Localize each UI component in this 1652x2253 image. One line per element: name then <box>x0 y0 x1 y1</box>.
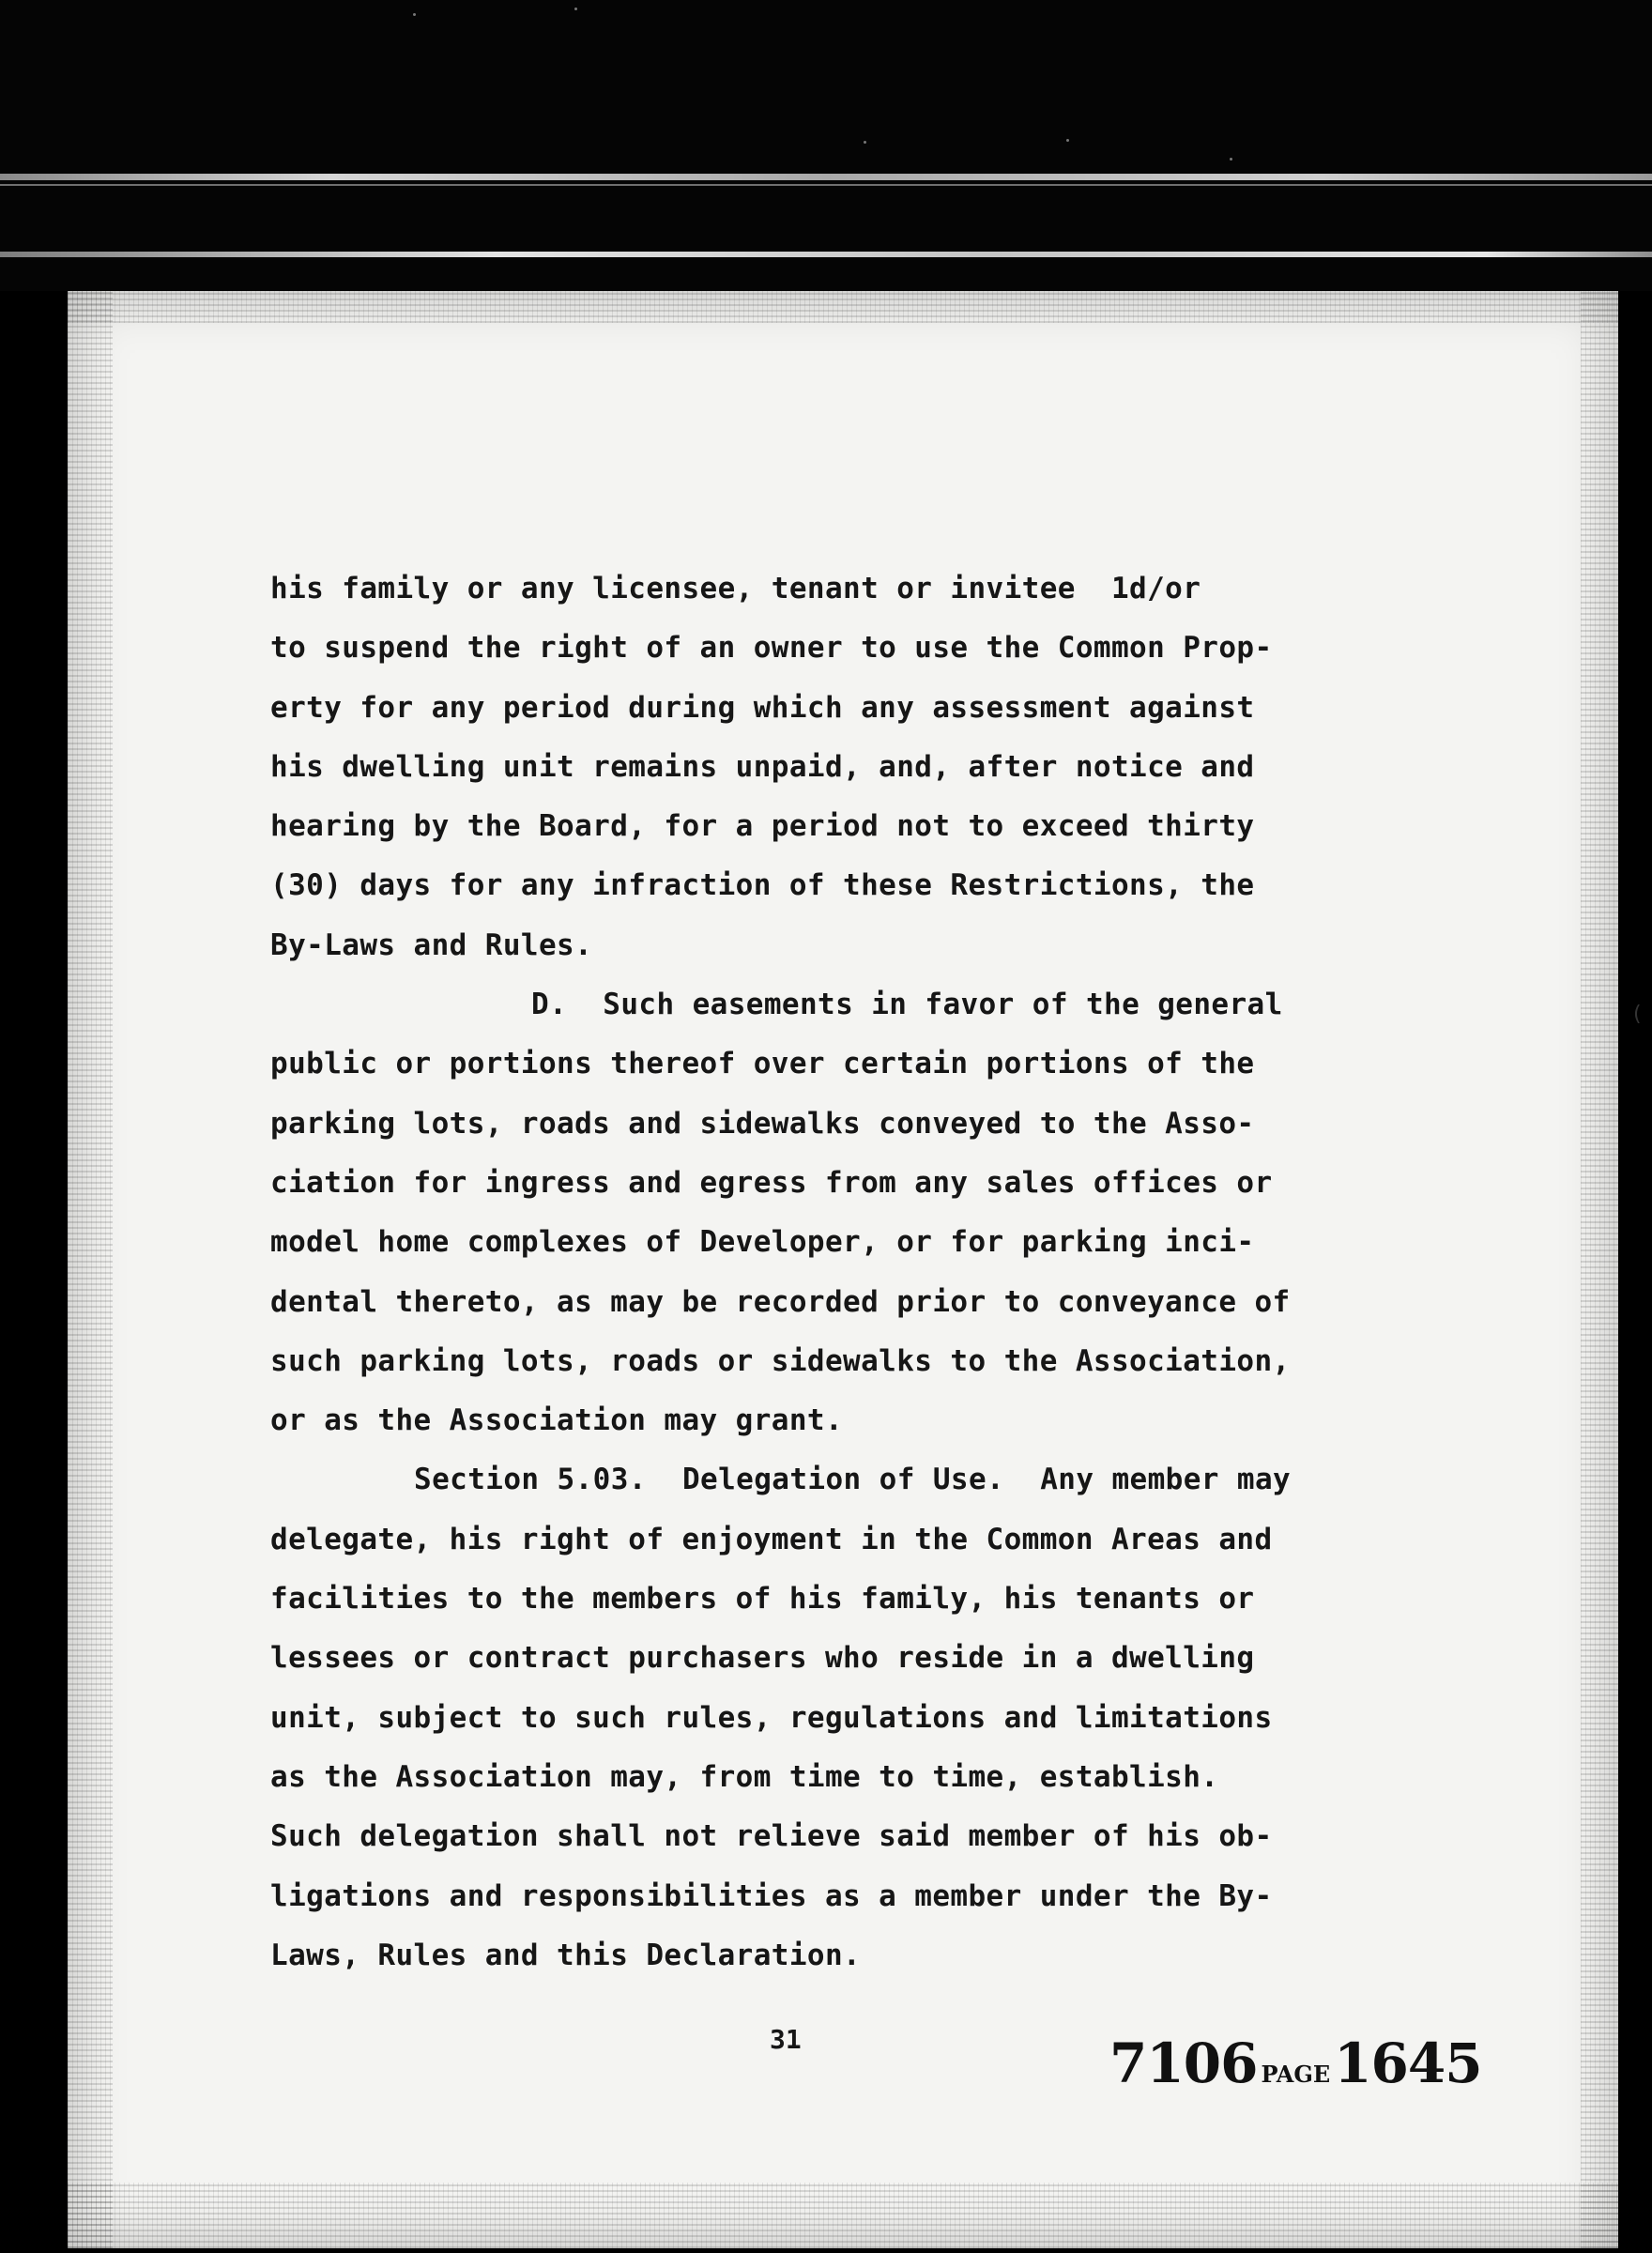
page-number: 31 <box>770 2024 802 2055</box>
book-page-number: 1645 <box>1334 2031 1482 2095</box>
body-line: ciation for ingress and egress from any sales offices or <box>270 1165 1273 1200</box>
scan-speck <box>864 141 866 144</box>
body-line: public or portions thereof over certain portions of the <box>270 1047 1255 1081</box>
body-line: his dwelling unit remains unpaid, and, after notice and <box>270 749 1255 784</box>
scan-speck <box>1066 139 1069 142</box>
subsection-d-heading-line: D. Such easements in favor of the general <box>531 988 1283 1022</box>
scan-speck <box>413 13 416 16</box>
recording-book-page-stamp <box>1109 2031 1482 2095</box>
body-line: to suspend the right of an owner to use the Common Prop- <box>270 631 1273 666</box>
body-line: delegate, his right of enjoyment in the Common Areas and <box>270 1522 1273 1556</box>
scan-noise-top <box>68 291 1618 323</box>
body-line: erty for any period during which any assessment against <box>270 690 1255 725</box>
margin-mark: ( <box>1633 1003 1642 1026</box>
section-5-03-heading-line: Section 5.03. Delegation of Use. Any member may <box>414 1463 1292 1497</box>
scanner-top-band <box>0 0 1652 291</box>
scan-speck <box>1230 158 1232 161</box>
scan-streak-line <box>0 252 1652 257</box>
scan-noise-bottom <box>68 2183 1618 2248</box>
body-line: such parking lots, roads or sidewalks to the Association, <box>270 1343 1291 1378</box>
body-line: his family or any licensee, tenant or invitee 1d/or <box>270 572 1201 605</box>
document-body <box>270 559 1397 1985</box>
scan-speck <box>574 8 577 10</box>
body-line: dental thereto, as may be recorded prior to conveyance of <box>270 1284 1291 1319</box>
body-line: model home complexes of Developer, or for parking inci- <box>270 1225 1255 1260</box>
body-line: (30) days for any infraction of these Restrictions, the <box>270 868 1255 903</box>
scan-streak-line <box>0 174 1652 180</box>
scan-streak-line <box>0 184 1652 186</box>
body-line: facilities to the members of his family, his tenants or <box>270 1582 1255 1617</box>
scan-noise-right <box>1581 291 1618 2248</box>
body-line: lessees or contract purchasers who reside in a dwelling <box>270 1641 1255 1676</box>
body-line: unit, subject to such rules, regulations and limitations <box>270 1700 1273 1735</box>
body-line: or as the Association may grant. <box>270 1403 844 1438</box>
body-line: as the Association may, from time to time, establish. <box>270 1759 1219 1794</box>
body-line: parking lots, roads and sidewalks conveyed to the Asso- <box>270 1106 1255 1141</box>
scan-noise-left <box>68 291 113 2248</box>
body-line: By-Laws and Rules. <box>270 927 593 962</box>
body-line: ligations and responsibilities as a member under the By- <box>270 1878 1273 1913</box>
page-label: PAGE <box>1261 2061 1331 2088</box>
body-line: Laws, Rules and this Declaration. <box>270 1938 862 1972</box>
body-line: Such delegation shall not relieve said member of his ob- <box>270 1819 1273 1854</box>
body-line: hearing by the Board, for a period not to exceed thirty <box>270 809 1255 844</box>
book-number: 7106 <box>1109 2031 1258 2095</box>
